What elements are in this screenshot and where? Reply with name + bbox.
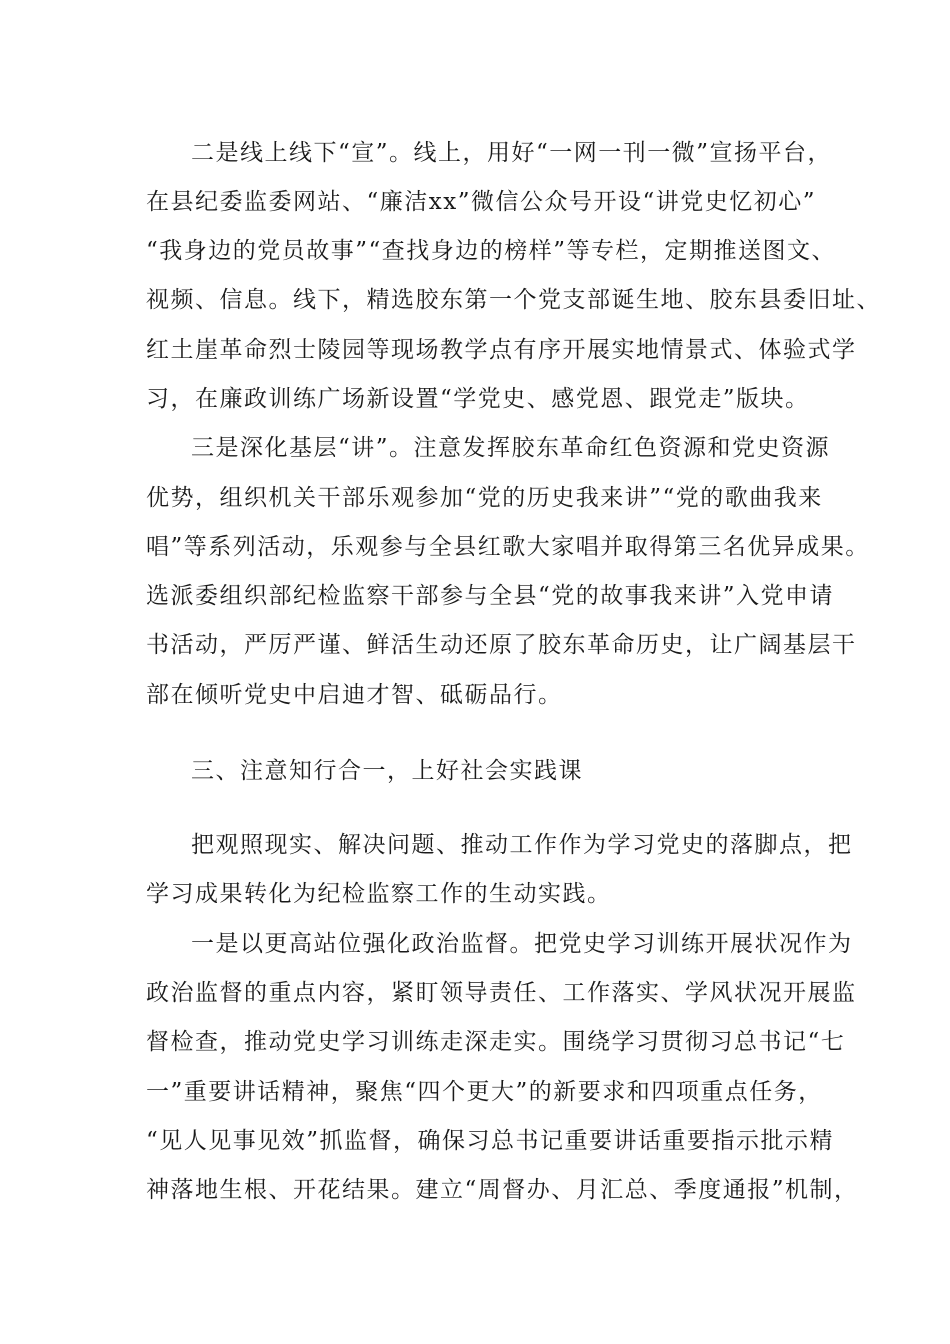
paragraph-line: 唱”等系列活动，乐观参与全县红歌大家唱并取得第三名优异成果。: [146, 534, 870, 560]
paragraph-line: 一”重要讲话精神，聚焦“四个更大”的新要求和四项重点任务，: [146, 1079, 823, 1105]
paragraph-line: 把观照现实、解决问题、推动工作作为学习党史的落脚点，把: [191, 832, 853, 858]
paragraph-line: 督检查，推动党史学习训练走深走实。围绕学习贯彻习总书记“七: [146, 1029, 846, 1055]
paragraph-line: 优势，组织机关干部乐观参加“党的历史我来讲”“党的歌曲我来: [146, 485, 823, 511]
paragraph-line: 部在倾听党史中启迪才智、砥砺品行。: [146, 682, 563, 708]
paragraph-line: 视频、信息。线下，精选胶东第一个党支部诞生地、胶东县委旧址、: [146, 287, 881, 313]
paragraph-line: 学习成果转化为纪检监察工作的生动实践。: [146, 881, 612, 907]
paragraph-line: 神落地生根、开花结果。建立“周督办、月汇总、季度通报”机制，: [146, 1177, 859, 1203]
paragraph-line: 三是深化基层“讲”。注意发挥胶东革命红色资源和党史资源: [191, 435, 831, 461]
paragraph-line: 选派委组织部纪检监察干部参与全县“党的故事我来讲”入党申请: [146, 583, 835, 609]
paragraph-line: 二是线上线下“宣”。线上，用好“一网一刊一微”宣扬平台，: [191, 140, 833, 166]
paragraph-line: 一是以更高站位强化政治监督。把党史学习训练开展状况作为: [191, 931, 853, 957]
paragraph-line: 在县纪委监委网站、“廉洁xx”微信公众号开设“讲党史忆初心”: [146, 189, 816, 215]
paragraph-line: “我身边的党员故事”“查找身边的榜样”等专栏，定期推送图文、: [146, 238, 837, 264]
paragraph-line: “见人见事见效”抓监督，确保习总书记重要讲话重要指示批示精: [146, 1128, 835, 1154]
paragraph-line: 红土崖革命烈士陵园等现场教学点有序开展实地情景式、体验式学: [146, 337, 857, 363]
section-heading: 三、注意知行合一，上好社会实践课: [191, 758, 583, 784]
paragraph-line: 书活动，严厉严谨、鲜活生动还原了胶东革命历史，让广阔基层干: [146, 632, 857, 658]
paragraph-line: 政治监督的重点内容，紧盯领导责任、工作落实、学风状况开展监: [146, 980, 857, 1006]
paragraph-line: 习，在廉政训练广场新设置“学党史、感党恩、跟党走”版块。: [146, 386, 810, 412]
